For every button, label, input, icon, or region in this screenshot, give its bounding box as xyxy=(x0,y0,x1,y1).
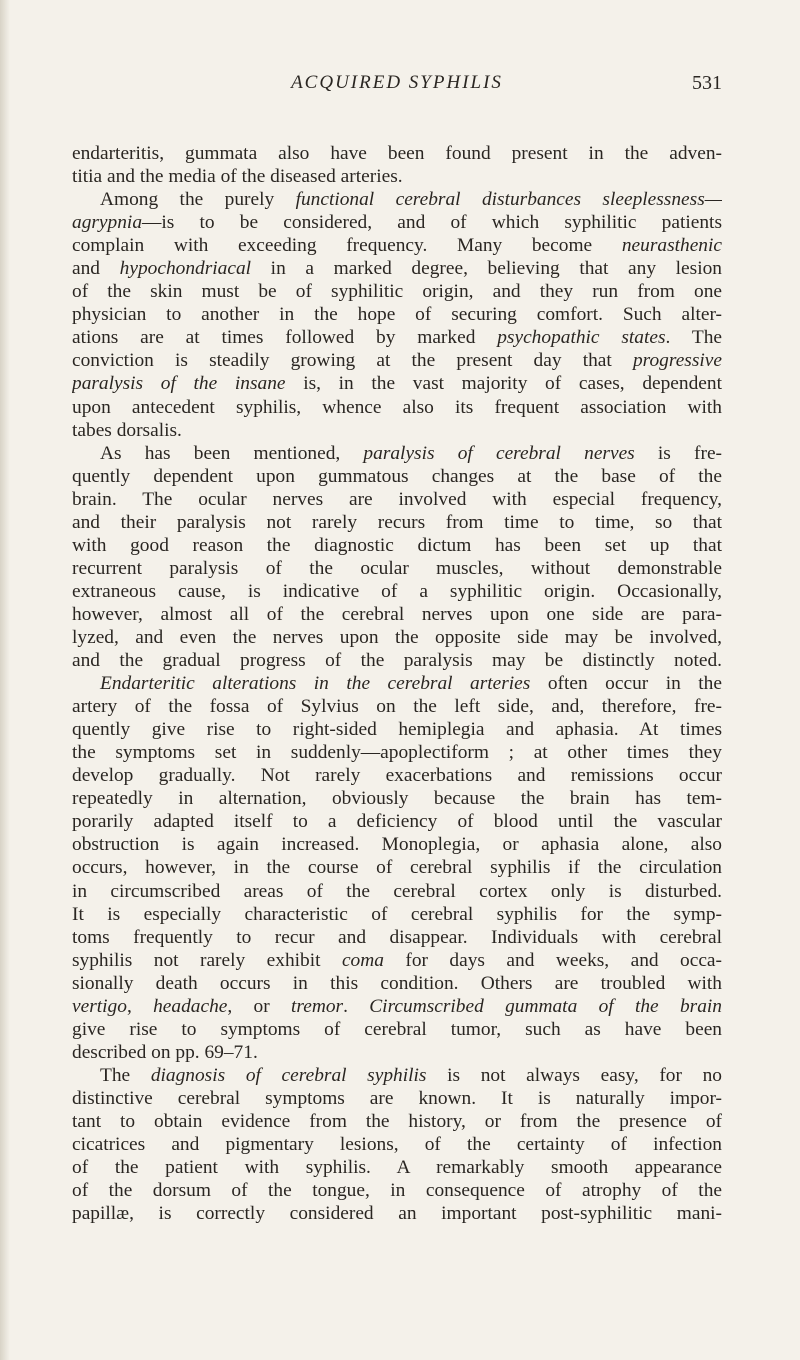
text-line xyxy=(72,764,722,787)
text-run: It is especially characteristic of cerebral syphilis for the symp- xyxy=(72,903,722,925)
italic-text: psychopathic states xyxy=(497,327,666,349)
text-line xyxy=(72,465,722,488)
italic-text: hypochondriacal xyxy=(119,258,252,280)
text-run: and xyxy=(72,258,120,280)
text-line xyxy=(72,695,722,718)
text-line xyxy=(72,1133,722,1156)
text-run: brain. The ocular nerves are involved with especial frequency, xyxy=(72,488,722,510)
text-line xyxy=(72,211,722,234)
text-line xyxy=(72,787,722,810)
text-run: of the dorsum of the tongue, in consequence of atrophy of the xyxy=(72,1180,722,1202)
text-run: give rise to symptoms of cerebral tumor, such as have been xyxy=(72,1018,722,1040)
text-run: cicatrices and pigmentary lesions, of the certainty of infection xyxy=(72,1134,722,1156)
text-line xyxy=(72,603,722,626)
text-run: syphilis not rarely exhibit xyxy=(72,949,342,971)
text-run: for days and weeks, and occa- xyxy=(383,949,722,971)
text-run: extraneous cause, is indicative of a syphilitic origin. Occasionally, xyxy=(72,580,722,602)
text-line xyxy=(72,257,722,280)
italic-text: headache xyxy=(153,995,228,1017)
text-run: tant to obtain evidence from the history, or from the presence of xyxy=(72,1110,722,1132)
text-run: ations are at times followed by marked xyxy=(72,327,498,349)
text-run: is not always easy, for no xyxy=(426,1064,722,1086)
text-run: repeatedly in alternation, obviously because the brain has tem- xyxy=(72,788,722,810)
text-run: described on pp. 69–71. xyxy=(72,1041,258,1063)
text-line xyxy=(72,741,722,764)
italic-text: paralysis of cerebral nerves xyxy=(363,442,635,464)
text-line xyxy=(72,949,722,972)
text-line xyxy=(72,995,722,1018)
text-run: papillæ, is correctly considered an important post-syphilitic mani- xyxy=(72,1203,722,1225)
italic-text: agrypnia xyxy=(72,212,143,234)
text-line xyxy=(72,303,722,326)
text-line xyxy=(72,372,722,395)
text-run: artery of the fossa of Sylvius on the left side, and, therefore, fre- xyxy=(72,696,722,718)
text-run: of the patient with syphilis. A remarkably smooth appearance xyxy=(72,1157,722,1179)
text-line xyxy=(72,972,722,995)
text-line xyxy=(72,1179,722,1202)
text-run: The xyxy=(100,1064,151,1086)
italic-text: Endarteritic alterations in the cerebral arteries xyxy=(100,673,531,695)
text-run: titia and the media of the diseased arteries. xyxy=(72,166,403,188)
text-run: toms frequently to recur and disappear. Individuals with cerebral xyxy=(72,926,722,948)
text-run: upon antecedent syphilis, whence also its frequent association with xyxy=(72,396,722,418)
italic-text: tremor xyxy=(291,995,344,1017)
text-line xyxy=(72,903,722,926)
page-number: 531 xyxy=(692,72,722,94)
text-line xyxy=(72,1110,722,1133)
text-line xyxy=(72,280,722,303)
text-run: and the gradual progress of the paralysis may be distinctly noted. xyxy=(72,650,722,672)
text-line xyxy=(72,1041,722,1064)
text-run: . xyxy=(343,995,370,1017)
text-line xyxy=(72,188,722,211)
text-run: recurrent paralysis of the ocular muscles, without demonstrable xyxy=(72,557,722,579)
text-run: distinctive cerebral symptoms are known. It is naturally impor- xyxy=(72,1087,722,1109)
text-line xyxy=(72,856,722,879)
text-run: , xyxy=(126,995,154,1017)
text-line xyxy=(72,419,722,442)
text-line xyxy=(72,511,722,534)
text-run: Among the purely xyxy=(100,189,296,211)
text-line xyxy=(72,880,722,903)
italic-text: neurasthenic xyxy=(621,235,722,257)
text-line xyxy=(72,1087,722,1110)
text-run: As has been mentioned, xyxy=(100,442,364,464)
text-run: the symptoms set in suddenly—apoplectiform ; at other times they xyxy=(72,742,722,764)
text-line xyxy=(72,626,722,649)
text-run: is, in the vast majority of cases, dependent xyxy=(285,373,722,395)
text-run: obstruction is again increased. Monoplegia, or aphasia alone, also xyxy=(72,834,722,856)
text-line xyxy=(72,1202,722,1225)
text-line xyxy=(72,833,722,856)
text-run: with good reason the diagnostic dictum has been set up that xyxy=(72,534,722,556)
italic-text: coma xyxy=(341,949,384,971)
italic-text: functional cerebral disturbances sleeplessness— xyxy=(295,189,722,211)
text-line xyxy=(72,442,722,465)
text-line xyxy=(72,234,722,257)
text-run: —is to be considered, and of which syphilitic patients xyxy=(142,212,722,234)
text-line xyxy=(72,326,722,349)
text-line xyxy=(72,672,722,695)
text-line xyxy=(72,1018,722,1041)
text-run: conviction is steadily growing at the present day that xyxy=(72,350,633,372)
text-line xyxy=(72,1156,722,1179)
text-line xyxy=(72,1064,722,1087)
text-line xyxy=(72,649,722,672)
text-run: however, almost all of the cerebral nerves upon one side are para- xyxy=(72,603,722,625)
text-line xyxy=(72,580,722,603)
text-run: and their paralysis not rarely recurs from time to time, so that xyxy=(72,511,722,533)
text-run: quently dependent upon gummatous changes at the base of the xyxy=(72,465,722,487)
text-run: occurs, however, in the course of cerebral syphilis if the circulation xyxy=(72,857,722,879)
text-run: physician to another in the hope of securing comfort. Such alter- xyxy=(72,304,722,326)
text-run: quently give rise to right-sided hemiplegia and aphasia. At times xyxy=(72,719,722,741)
text-line xyxy=(72,557,722,580)
text-line xyxy=(72,534,722,557)
text-run: develop gradually. Not rarely exacerbations and remissions occur xyxy=(72,765,722,787)
text-run: in circumscribed areas of the cerebral cortex only is disturbed. xyxy=(72,880,722,902)
text-line xyxy=(72,349,722,372)
text-run: of the skin must be of syphilitic origin, and they run from one xyxy=(72,281,722,303)
italic-text: vertigo xyxy=(72,995,127,1017)
text-line xyxy=(72,142,722,165)
text-run: in a marked degree, believing that any lesion xyxy=(251,258,722,280)
italic-text: Circumscribed gummata of the brain xyxy=(369,995,722,1017)
text-run: complain with exceeding frequency. Many become xyxy=(72,235,622,257)
text-run: endarteritis, gummata also have been found present in the adven- xyxy=(72,143,722,164)
text-line xyxy=(72,165,722,188)
text-run: often occur in the xyxy=(530,673,722,695)
body-text xyxy=(72,142,722,1225)
text-line xyxy=(72,488,722,511)
text-run: tabes dorsalis. xyxy=(72,419,182,441)
page-edge-shadow xyxy=(0,0,10,1360)
running-head: ACQUIRED SYPHILIS xyxy=(291,72,503,93)
text-line xyxy=(72,810,722,833)
text-run: lyzed, and even the nerves upon the opposite side may be involved, xyxy=(72,626,722,648)
text-line xyxy=(72,926,722,949)
text-line xyxy=(72,396,722,419)
italic-text: paralysis of the insane xyxy=(72,373,286,395)
text-line xyxy=(72,718,722,741)
text-run: , or xyxy=(227,995,292,1017)
text-run: sionally death occurs in this condition. Others are troubled with xyxy=(72,972,722,994)
italic-text: diagnosis of cerebral syphilis xyxy=(150,1064,427,1086)
italic-text: progressive xyxy=(632,350,722,372)
text-run: is fre- xyxy=(634,442,722,464)
text-run: . The xyxy=(665,327,722,349)
page-header xyxy=(72,72,722,102)
text-run: porarily adapted itself to a deficiency of blood until the vascular xyxy=(72,811,722,833)
